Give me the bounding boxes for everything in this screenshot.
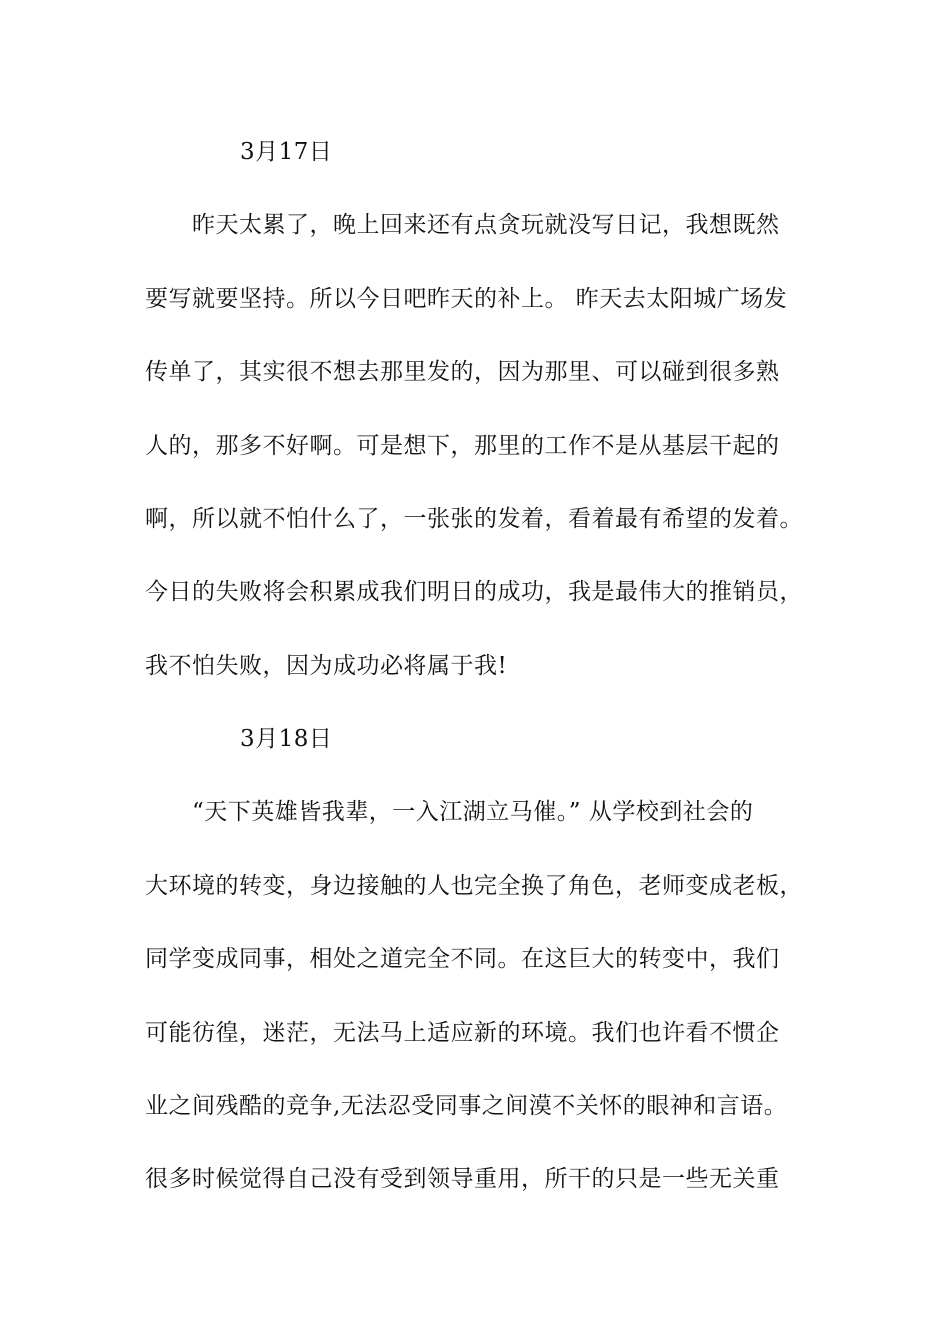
paragraph-line: 要写就要坚持。所以今日吧昨天的补上。 昨天去太阳城广场发 bbox=[145, 286, 788, 312]
paragraph-line: 很多时候觉得自己没有受到领导重用，所干的只是一些无关重 bbox=[145, 1166, 780, 1192]
paragraph-line: 人的，那多不好啊。可是想下，那里的工作不是从基层干起的 bbox=[145, 433, 780, 459]
paragraph-line: 业之间残酷的竞争,无法忍受同事之间漠不关怀的眼神和言语。 bbox=[145, 1093, 788, 1119]
paragraph-line: 大环境的转变，身边接触的人也完全换了角色，老师变成老板， bbox=[145, 873, 803, 899]
paragraph-line: “天下英雄皆我辈，一入江湖立马催。” 从学校到社会的 bbox=[192, 799, 754, 825]
entry-date-heading: 3月18日 bbox=[240, 726, 333, 752]
paragraph-line: 传单了，其实很不想去那里发的，因为那里、可以碰到很多熟 bbox=[145, 359, 780, 385]
entry-date-heading: 3月17日 bbox=[240, 139, 333, 165]
paragraph-line: 昨天太累了，晚上回来还有点贪玩就没写日记，我想既然 bbox=[192, 212, 780, 238]
paragraph-line: 今日的失败将会积累成我们明日的成功，我是最伟大的推销员， bbox=[145, 579, 803, 605]
paragraph-line: 啊，所以就不怕什么了，一张张的发着，看着最有希望的发着。 bbox=[145, 506, 803, 532]
paragraph-line: 可能彷徨，迷茫，无法马上适应新的环境。我们也许看不惯企 bbox=[145, 1020, 780, 1046]
paragraph-line: 我不怕失败，因为成功必将属于我! bbox=[145, 653, 508, 679]
paragraph-line: 同学变成同事，相处之道完全不同。在这巨大的转变中，我们 bbox=[145, 946, 780, 972]
